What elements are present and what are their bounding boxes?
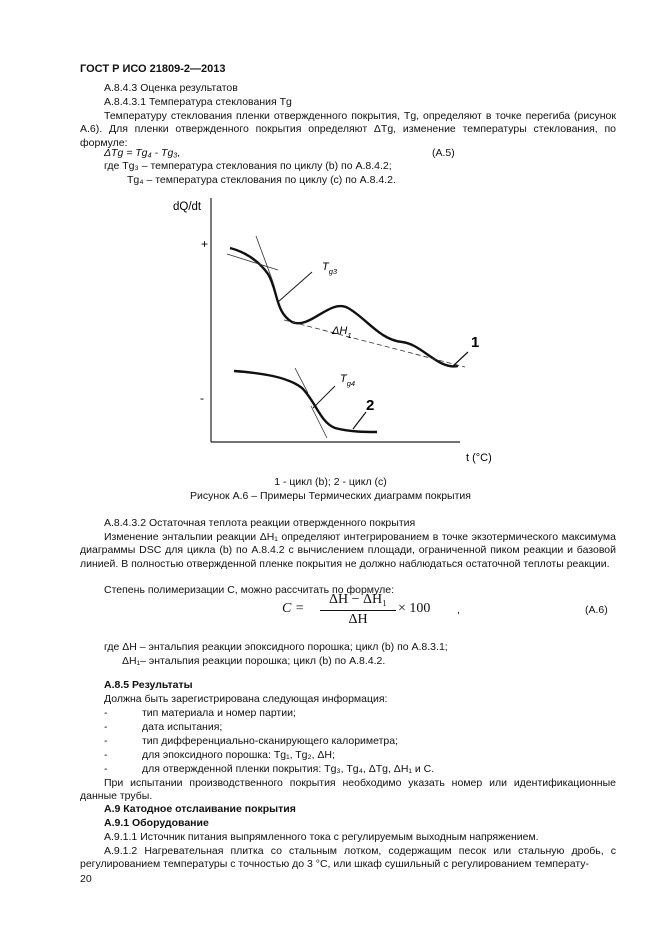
where-line: ΔH₁– энтальпия реакции порошка; цикл (b) по А.8.4.2. — [122, 655, 386, 667]
subsection-title: А.9.1 Оборудование — [104, 817, 209, 829]
formula-comma: , — [457, 604, 460, 616]
subsection-title: А.8.4.3.1 Температура стеклования Tg — [104, 96, 292, 108]
thermal-diagram — [170, 190, 500, 470]
paragraph: Степень полимеризации C, можно рассчитать по формуле: — [104, 584, 395, 596]
figure-caption: Рисунок А.6 – Примеры Термических диаграмм покрытия — [190, 490, 471, 502]
where-line: где ΔH – энтальпия реакции эпоксидного порошка; цикл (b) по А.8.3.1; — [104, 641, 448, 653]
tg3-pointer — [278, 272, 312, 302]
paragraph: Должна быть зарегистрирована следующая информация: — [104, 693, 388, 705]
list-dash: - — [104, 707, 108, 719]
where-line: Tg₄ – температура стеклования по циклу (с) по А.8.4.2. — [127, 174, 396, 186]
curve-2-pointer — [353, 412, 366, 429]
list-item: тип материала и номер партии; — [142, 707, 296, 719]
fraction-bar — [320, 610, 396, 611]
y-axis-label: dQ/dt — [173, 201, 202, 213]
list-item: тип дифференциально-сканирующего калориметра; — [142, 735, 399, 747]
paragraph: При испытании производственного покрытия необходимо указать номер или идентификационные данные трубы. — [80, 777, 616, 803]
tg4-label: $T_{g4}$ — [340, 373, 356, 388]
tangent-line — [227, 254, 278, 270]
list-item: для отвержденной пленки покрытия: Tg₃, Tg₄, ΔTg, ΔH₁ и C. — [142, 763, 435, 775]
minus-sign: - — [200, 391, 204, 405]
curve-2 — [234, 371, 377, 432]
formula: ΔTg = Tg₄ - Tg₃, — [104, 147, 181, 159]
subsection-title: А.8.4.3.2 Остаточная теплота реакции отвержденного покрытия — [104, 517, 416, 529]
formula-denominator: ΔH — [348, 612, 368, 627]
section-title: А.8.4.3 Оценка результатов — [104, 82, 238, 94]
document-header: ГОСТ Р ИСО 21809-2—2013 — [80, 63, 226, 75]
plus-sign: + — [201, 237, 209, 251]
x-axis-label: t (°C) — [466, 452, 492, 464]
formula-lhs: C = — [282, 601, 305, 616]
paragraph: Температуру стеклования пленки отвержденного покрытия, Tg, определяют в точке перегиба (рисунок А.6). Для пленки отвержденного покрытия определяют ΔTg, изменение температуры стеклования, по формуле: — [80, 110, 616, 149]
page-number: 20 — [80, 873, 92, 885]
formula-numerator: ΔH − ΔH₁ — [328, 592, 387, 607]
paragraph: А.9.1.1 Источник питания выпрямленного тока с регулируемым выходным напряжением. — [104, 831, 539, 843]
tg4-pointer — [313, 386, 335, 408]
list-dash: - — [104, 735, 108, 747]
formula-number: (А.6) — [585, 604, 608, 616]
tangent-line — [295, 368, 308, 393]
tg3-label: $T_{g3}$ — [322, 261, 338, 276]
paragraph: А.9.1.2 Нагревательная плитка со стальным лотком, содержащим песок или стальную дробь, с регулированием температуры с точностью до 3 °С, или шкаф сушильный с регулированием температу- — [80, 845, 616, 871]
formula-multiplier: × 100 — [398, 601, 431, 616]
section-title: А.9 Катодное отслаивание покрытия — [104, 803, 296, 815]
list-dash: - — [104, 763, 108, 775]
list-dash: - — [104, 721, 108, 733]
curve-1-label: 1 — [471, 334, 480, 351]
figure-legend: 1 - цикл (b); 2 - цикл (c) — [274, 476, 387, 488]
list-dash: - — [104, 749, 108, 761]
where-line: где Tg₃ – температура стеклования по циклу (b) по А.8.4.2; — [104, 160, 392, 172]
paragraph: Изменение энтальпии реакции ΔH₁ определяют интегрированием в точке экзотермического максимума диаграммы DSC для цикла (b) по А.8.4.2 с вычислением площади, ограниченной пиком реакции и базовой линией. В полностью отвержденной пленке покрытия не должно наблюдаться остаточной теплоты реакции. — [80, 531, 616, 570]
list-item: для эпоксидного порошка: Tg₁, Tg₂, ΔH; — [142, 749, 335, 761]
list-item: дата испытания; — [142, 721, 223, 733]
curve-2-label: 2 — [366, 397, 375, 414]
formula-number: (А.5) — [432, 147, 455, 159]
curve-1-pointer — [453, 352, 468, 366]
section-title: А.8.5 Результаты — [104, 679, 193, 691]
dh1-label: $\Delta H_1$ — [332, 325, 352, 340]
tangent-line — [256, 236, 273, 282]
